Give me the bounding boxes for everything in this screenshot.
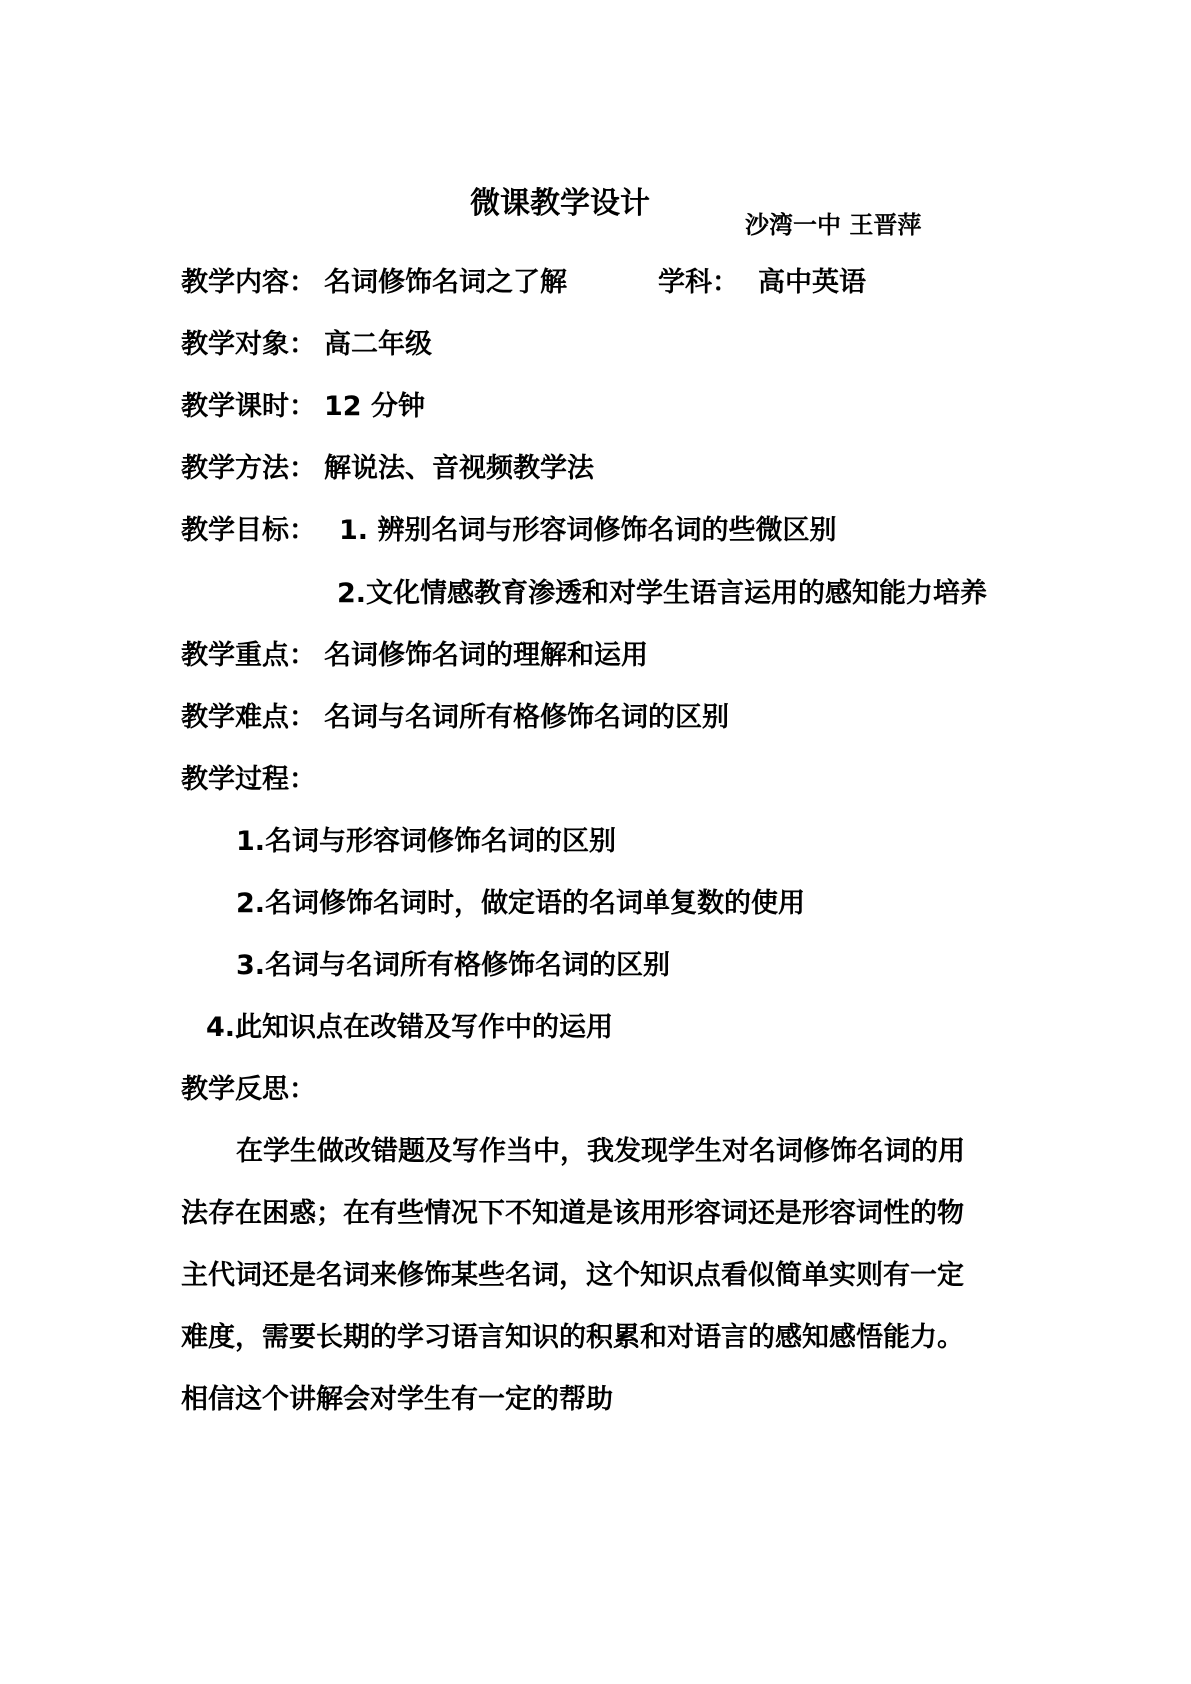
- duration-label: 教学课时：: [181, 391, 316, 422]
- reflection-paragraph-line: 法存在困惑；在有些情况下不知道是该用形容词还是形容词性的物: [181, 1198, 964, 1229]
- reflection-paragraph-line: 相信这个讲解会对学生有一定的帮助: [181, 1384, 613, 1415]
- keypoint-value: 名词修饰名词的理解和运用: [324, 640, 648, 671]
- goals-label: 教学目标：: [181, 515, 316, 546]
- goal-item: 2.文化情感教育渗透和对学生语言运用的感知能力培养: [337, 578, 988, 609]
- reflection-paragraph-line: 主代词还是名词来修饰某些名词，这个知识点看似简单实则有一定: [181, 1260, 964, 1291]
- content-value: 名词修饰名词之了解: [324, 267, 567, 298]
- audience-value: 高二年级: [324, 329, 432, 360]
- method-value: 解说法、音视频教学法: [324, 453, 594, 484]
- subject-label: 学科：: [658, 267, 739, 298]
- document-title: 微课教学设计: [470, 186, 650, 221]
- process-step: 2.名词修饰名词时，做定语的名词单复数的使用: [236, 888, 806, 919]
- duration-value: 12 分钟: [324, 391, 425, 422]
- process-label: 教学过程：: [181, 764, 316, 795]
- goal-item: 1. 辨别名词与形容词修饰名词的些微区别: [339, 515, 837, 546]
- process-step: 3.名词与名词所有格修饰名词的区别: [236, 950, 671, 981]
- audience-label: 教学对象：: [181, 329, 316, 360]
- difficulty-value: 名词与名词所有格修饰名词的区别: [324, 702, 729, 733]
- subject-value: 高中英语: [758, 267, 866, 298]
- method-label: 教学方法：: [181, 453, 316, 484]
- keypoint-label: 教学重点：: [181, 640, 316, 671]
- reflection-paragraph-line: 在学生做改错题及写作当中，我发现学生对名词修饰名词的用: [236, 1136, 965, 1167]
- reflection-label: 教学反思：: [181, 1074, 316, 1105]
- reflection-paragraph-line: 难度，需要长期的学习语言知识的积累和对语言的感知感悟能力。: [181, 1322, 964, 1353]
- process-step: 1.名词与形容词修饰名词的区别: [236, 826, 617, 857]
- content-label: 教学内容：: [181, 267, 316, 298]
- author-name: 沙湾一中 王晋萍: [745, 211, 922, 239]
- process-step: 4.此知识点在改错及写作中的运用: [206, 1012, 614, 1043]
- difficulty-label: 教学难点：: [181, 702, 316, 733]
